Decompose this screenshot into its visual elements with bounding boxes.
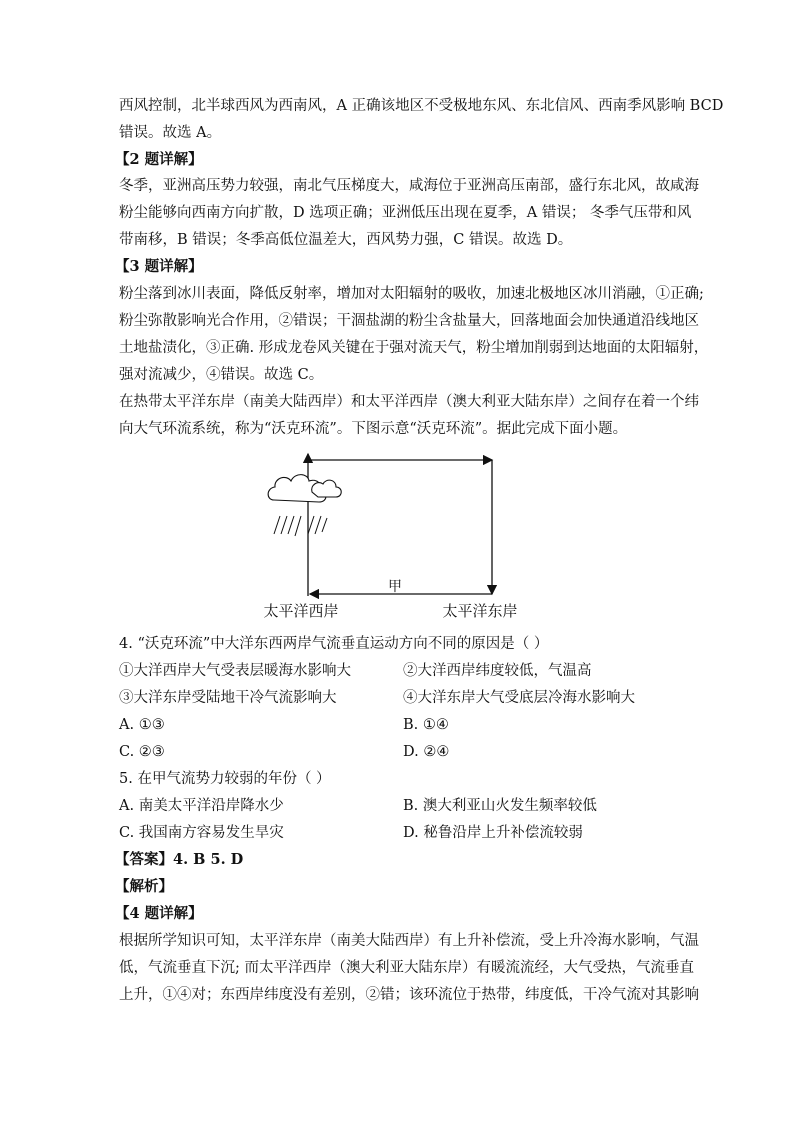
option-d[interactable]: D. ②④ — [403, 744, 450, 760]
answer-line: 【答案】4. B 5. D — [115, 851, 244, 868]
intro-line: 在热带太平洋东岸（南美大陆西岸）和太平洋西岸（澳大利亚大陆东岸）之间存在着一个纬 — [119, 394, 699, 410]
option-a[interactable]: A. ①③ — [119, 717, 165, 733]
option-a[interactable]: A. 南美太平洋沿岸降水少 — [119, 798, 284, 814]
paragraph-line: 冬季，亚洲高压势力较强，南北气压梯度大，咸海位于亚洲高压南部，盛行东北风，故咸海 — [119, 178, 699, 194]
paragraph-line: 粉尘弥散影响光合作用，②错误；干涸盐湖的粉尘含盐量大，回落地面会加快通道沿线地区 — [119, 313, 699, 329]
paragraph-line: 强对流减少，④错误。故选 C。 — [119, 367, 324, 383]
rain-icon — [274, 516, 327, 536]
walker-circulation-diagram — [260, 448, 520, 628]
paragraph-line: 粉尘能够向西南方向扩散，D 选项正确；亚洲低压出现在夏季，A 错误； 冬季气压带和风 — [119, 205, 692, 221]
paragraph-line: 带南移，B 错误；冬季高低位温差大，西风势力强，C 错误。故选 D。 — [119, 232, 573, 248]
paragraph-line: 土地盐渍化，③正确. 形成龙卷风关键在于强对流天气，粉尘增加削弱到达地面的太阳辐射， — [119, 340, 709, 356]
east-coast-label: 太平洋东岸 — [442, 602, 518, 620]
section-heading: 【2 题详解】 — [115, 151, 203, 168]
paragraph-line: 根据所学知识可知，太平洋东岸（南美大陆西岸）有上升补偿流，受上升冷海水影响，气温 — [119, 933, 699, 949]
cloud-icon — [268, 475, 341, 502]
option-d[interactable]: D. 秘鲁沿岸上升补偿流较弱 — [403, 825, 583, 841]
west-coast-label: 太平洋西岸 — [263, 602, 339, 620]
statement-2: ②大洋西岸纬度较低，气温高 — [403, 663, 592, 679]
option-c[interactable]: C. ②③ — [119, 744, 165, 760]
paragraph-line: 粉尘落到冰川表面，降低反射率，增加对太阳辐射的吸收，加速北极地区冰川消融，①正确; — [119, 286, 704, 302]
paragraph-line: 低，气流垂直下沉; 而太平洋西岸（澳大利亚大陆东岸）有暖流流经，大气受热，气流垂直 — [119, 960, 694, 976]
section-heading: 【3 题详解】 — [115, 258, 203, 275]
analysis-heading: 【解析】 — [115, 878, 173, 895]
intro-line: 向大气环流系统，称为“沃克环流”。下图示意“沃克环流”。据此完成下面小题。 — [119, 421, 628, 437]
statement-1: ①大洋西岸大气受表层暖海水影响大 — [119, 663, 351, 679]
question-4-stem: 4. “沃克环流”中大洋东西两岸气流垂直运动方向不同的原因是（ ） — [119, 636, 549, 652]
statement-4: ④大洋东岸大气受底层冷海水影响大 — [403, 690, 635, 706]
section-heading: 【4 题详解】 — [115, 905, 203, 922]
statement-3: ③大洋东岸受陆地干冷气流影响大 — [119, 690, 337, 706]
option-b[interactable]: B. 澳大利亚山火发生频率较低 — [403, 798, 597, 814]
paragraph-line: 错误。故选 A。 — [119, 125, 222, 141]
question-5-stem: 5. 在甲气流势力较弱的年份（ ） — [119, 771, 331, 787]
option-c[interactable]: C. 我国南方容易发生旱灾 — [119, 825, 284, 841]
paragraph-line: 上升，①④对；东西岸纬度没有差别，②错；该环流位于热带，纬度低，干冷气流对其影响 — [119, 987, 699, 1003]
jia-label: 甲 — [388, 579, 402, 595]
option-b[interactable]: B. ①④ — [403, 717, 449, 733]
paragraph-line: 西风控制，北半球西风为西南风，A 正确该地区不受极地东风、东北信风、西南季风影响 BCD — [119, 98, 724, 114]
